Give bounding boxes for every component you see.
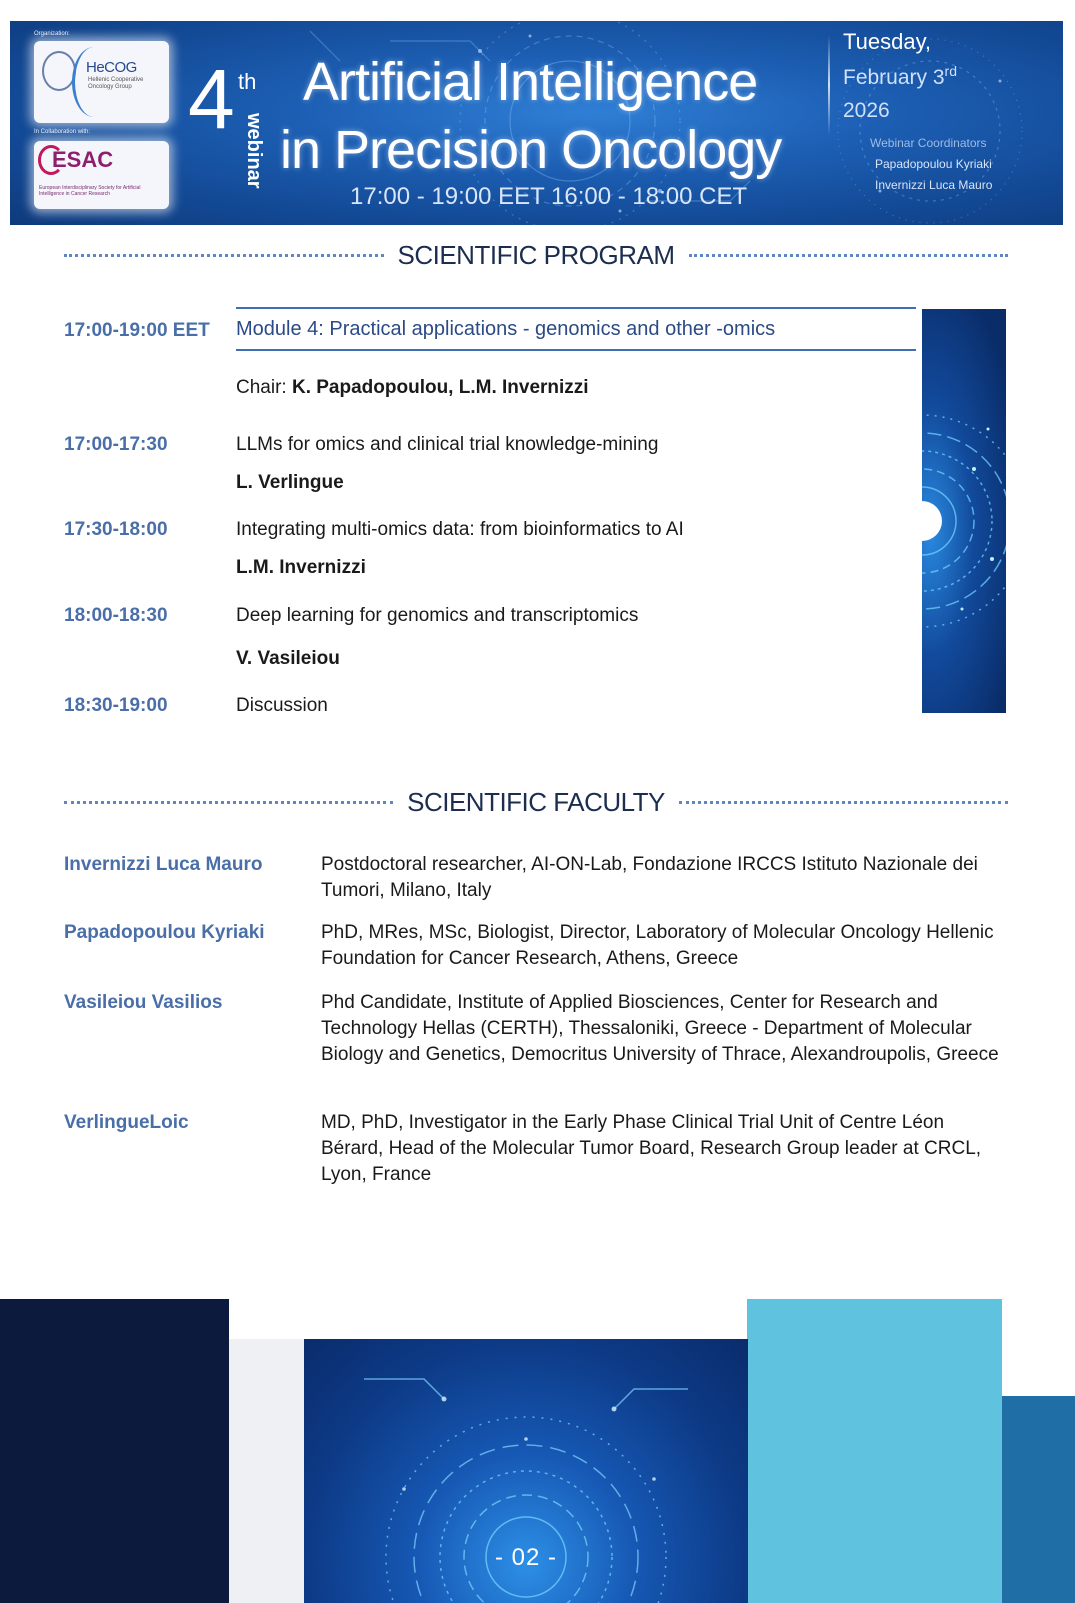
session-speaker: L. Verlingue — [236, 472, 344, 493]
faculty-description: PhD, MRes, MSc, Biologist, Director, Laboratory of Molecular Oncology Hellenic Foundation for Cancer Research, Athens, Greece — [321, 922, 994, 969]
edition-suffix: th — [238, 69, 257, 94]
module-title-box — [236, 307, 916, 351]
faculty-name: VerlingueLoic — [64, 1112, 189, 1133]
session-time: 17:30-18:00 — [64, 519, 168, 540]
session-title: Deep learning for genomics and transcriptomics — [236, 605, 639, 626]
session-title: LLMs for omics and clinical trial knowledge-mining — [236, 434, 659, 455]
event-title-line1: Artificial Intelligence — [303, 52, 758, 112]
footer-blue-block — [1002, 1396, 1075, 1603]
footer-navy-block — [0, 1299, 229, 1603]
footer-tech-image — [304, 1339, 748, 1603]
footer-gray-block — [229, 1339, 304, 1603]
faculty-description: MD, PhD, Investigator in the Early Phase Clinical Trial Unit of Centre Léon Bérard, Head of the Molecular Tumor Board, Research Group leader at CRCL, Lyon, France — [321, 1112, 982, 1185]
hecog-emblem-icon — [42, 51, 76, 91]
coordinators-title: Webinar Coordinators — [870, 136, 987, 150]
coordinator-name: Invernizzi Luca Mauro — [875, 178, 993, 192]
esac-logo-subtitle: European Interdisciplinary Society for Artificial Intelligence in Cancer Research — [39, 185, 141, 197]
session-time: 17:00-17:30 — [64, 434, 168, 455]
module-title: Module 4: Practical applications - genomics and other -omics — [236, 318, 776, 340]
esac-logo-text: ESAC — [52, 147, 114, 172]
header-banner — [10, 21, 1063, 225]
faculty-heading-label: SCIENTIFIC FACULTY — [407, 787, 665, 817]
faculty-description: Phd Candidate, Institute of Applied Biosciences, Center for Research and Technology Hellas (CERTH), Thessaloniki, Greece - Department of Molecular Biology and Genetics, Democritus University of Thrace, Alexandroupolis, Greece — [321, 992, 999, 1065]
faculty-name: Vasileiou Vasilios — [64, 992, 223, 1013]
event-date-month: February 3rd — [843, 63, 957, 89]
session-title: Discussion — [236, 695, 328, 716]
session-time: 18:30-19:00 — [64, 695, 168, 716]
program-heading-label: SCIENTIFIC PROGRAM — [397, 240, 675, 270]
faculty-description: Postdoctoral researcher, AI-ON-Lab, Fondazione IRCCS Istituto Nazionale dei Tumori, Milano, Italy — [321, 854, 978, 901]
session-time: 18:00-18:30 — [64, 605, 168, 626]
footer-cyan-block — [747, 1299, 1002, 1603]
esac-logo — [34, 141, 169, 209]
hecog-logo — [34, 41, 169, 123]
organization-label: Organization: — [34, 31, 70, 37]
edition-number: 4 — [188, 52, 235, 146]
circuit-rings-decoration — [922, 309, 1006, 713]
faculty-name: Papadopoulou Kyriaki — [64, 922, 265, 943]
session-title: Integrating multi-omics data: from bioinformatics to AI — [236, 519, 684, 540]
date-divider — [828, 35, 830, 135]
event-title-line2: in Precision Oncology — [280, 120, 782, 180]
event-times: 17:00 - 19:00 EET 16:00 - 18:00 CET — [350, 183, 748, 210]
chair-line: Chair: K. Papadopoulou, L.M. Invernizzi — [236, 377, 589, 398]
hecog-logo-text: HeCOG — [86, 59, 137, 76]
hecog-logo-subtitle: Hellenic Cooperative Oncology Group — [88, 77, 144, 90]
faculty-heading — [64, 787, 1008, 818]
coordinator-name: Papadopoulou Kyriaki — [875, 157, 992, 171]
faculty-name: Invernizzi Luca Mauro — [64, 854, 263, 875]
session-speaker: V. Vasileiou — [236, 648, 340, 669]
program-heading — [64, 240, 1008, 271]
decorative-side-panel — [922, 309, 1006, 713]
page-number: - 02 - — [494, 1544, 557, 1571]
event-date-year: 2026 — [843, 99, 890, 122]
module-time: 17:00-19:00 EET — [64, 320, 210, 341]
collaboration-label: In Collaboration with: — [34, 129, 91, 135]
edition-word: webinar — [243, 113, 265, 189]
event-date-day: Tuesday, — [843, 29, 932, 54]
session-speaker: L.M. Invernizzi — [236, 557, 366, 578]
